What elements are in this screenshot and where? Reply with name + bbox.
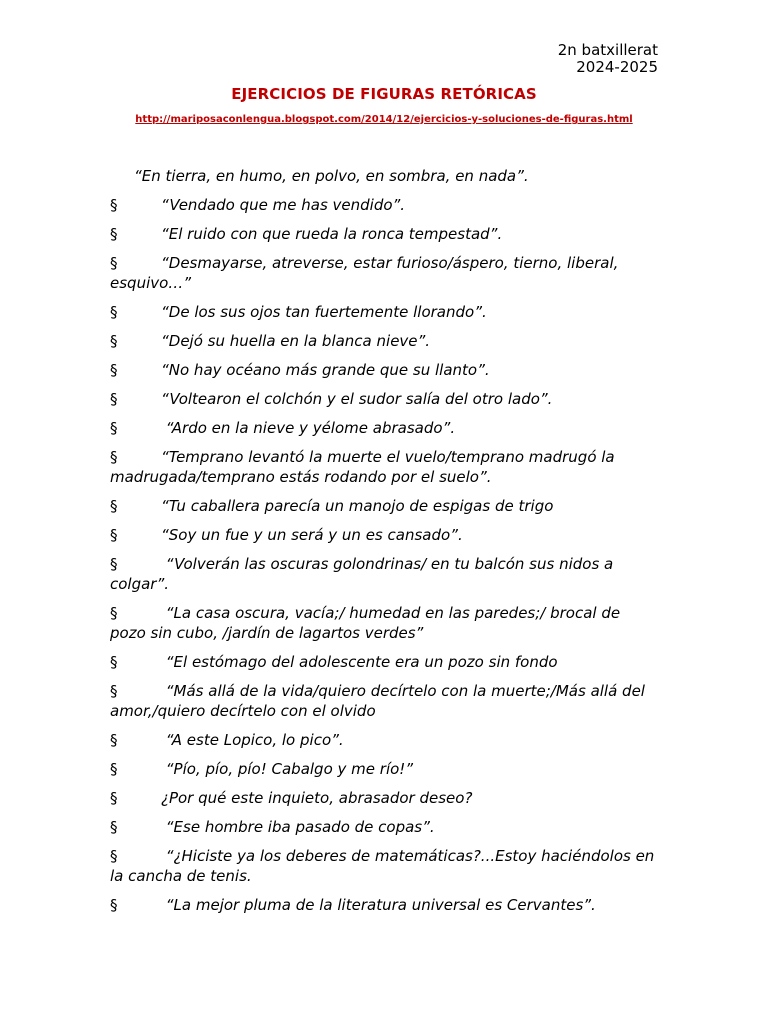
exercise-text: “Ardo en la nieve y yélome abrasado”. — [161, 419, 456, 437]
document-title: EJERCICIOS DE FIGURAS RETÓRICAS — [231, 85, 537, 103]
bullet-symbol: § — [110, 682, 118, 700]
bullet-symbol: § — [110, 254, 118, 272]
exercise-item — [110, 788, 658, 808]
exercise-text: “No hay océano más grande que su llanto”. — [161, 361, 490, 379]
bullet-symbol: § — [110, 361, 118, 379]
exercise-item — [110, 253, 658, 293]
exercise-text: “De los sus ojos tan fuertemente llorando”. — [161, 303, 487, 321]
exercise-text: “La mejor pluma de la literatura universal es Cervantes”. — [161, 896, 596, 914]
exercise-item — [110, 817, 658, 837]
exercise-text: “Desmayarse, atreverse, estar furioso/áspero, tierno, liberal, esquivo…” — [110, 254, 619, 292]
exercise-text: “Temprano levantó la muerte el vuelo/temprano madrugó la madrugada/temprano estás rodando por el suelo”. — [110, 448, 615, 486]
exercise-text: “Pío, pío, pío! Cabalgo y me río!” — [161, 760, 414, 778]
bullet-symbol: § — [110, 332, 118, 350]
exercise-text: “El estómago del adolescente era un pozo sin fondo — [161, 653, 558, 671]
exercise-item — [110, 554, 658, 594]
intro-quote: “En tierra, en humo, en polvo, en sombra, en nada”. — [134, 167, 529, 185]
bullet-symbol: § — [110, 760, 118, 778]
exercise-text: “Vendado que me has vendido”. — [161, 196, 406, 214]
bullet-symbol: § — [110, 303, 118, 321]
exercise-item — [110, 496, 658, 516]
exercise-item — [110, 895, 658, 915]
exercise-item — [110, 846, 658, 886]
exercise-item — [110, 360, 658, 380]
bullet-symbol: § — [110, 448, 118, 466]
exercise-item — [110, 525, 658, 545]
bullet-symbol: § — [110, 847, 118, 865]
exercise-item — [110, 681, 658, 721]
exercise-text: “El ruido con que rueda la ronca tempestad”. — [161, 225, 503, 243]
bullet-symbol: § — [110, 555, 118, 573]
bullet-symbol: § — [110, 225, 118, 243]
exercise-item — [110, 224, 658, 244]
exercise-item — [110, 389, 658, 409]
source-link[interactable]: http://mariposaconlengua.blogspot.com/2014/12/ejercicios-y-soluciones-de-figuras.html — [135, 114, 633, 125]
exercise-item — [110, 418, 658, 438]
bullet-symbol: § — [110, 419, 118, 437]
exercise-item — [110, 302, 658, 322]
exercise-text: ¿Por qué este inquieto, abrasador deseo? — [161, 789, 473, 807]
exercise-text: “Más allá de la vida/quiero decírtelo con la muerte;/Más allá del amor,/quiero decírtelo con el olvido — [110, 682, 645, 720]
exercise-item — [110, 331, 658, 351]
exercise-item — [110, 652, 658, 672]
exercise-item — [110, 447, 658, 487]
bullet-symbol: § — [110, 526, 118, 544]
bullet-symbol: § — [110, 390, 118, 408]
course-header — [558, 42, 658, 76]
exercise-item — [110, 730, 658, 750]
exercise-item — [110, 759, 658, 779]
bullet-symbol: § — [110, 196, 118, 214]
exercise-list — [110, 166, 658, 924]
bullet-symbol: § — [110, 497, 118, 515]
exercise-text: “Dejó su huella en la blanca nieve”. — [161, 332, 431, 350]
exercise-text: “A este Lopico, lo pico”. — [161, 731, 344, 749]
exercise-text: “Voltearon el colchón y el sudor salía del otro lado”. — [161, 390, 553, 408]
bullet-symbol: § — [110, 818, 118, 836]
exercise-text: “Soy un fue y un será y un es cansado”. — [161, 526, 463, 544]
exercise-text: “Ese hombre iba pasado de copas”. — [161, 818, 435, 836]
school-year: 2024-2025 — [576, 58, 658, 76]
bullet-symbol: § — [110, 653, 118, 671]
bullet-symbol: § — [110, 731, 118, 749]
exercise-item — [110, 195, 658, 215]
exercise-text: “Tu caballera parecía un manojo de espigas de trigo — [161, 497, 554, 515]
bullet-symbol: § — [110, 604, 118, 622]
exercise-text: “Volverán las oscuras golondrinas/ en tu balcón sus nidos a colgar”. — [110, 555, 614, 593]
bullet-symbol: § — [110, 896, 118, 914]
course-name: 2n batxillerat — [557, 41, 658, 59]
exercise-text: “¿Hiciste ya los deberes de matemáticas?...Estoy haciéndolos en la cancha de tenis. — [110, 847, 655, 885]
exercise-text: “La casa oscura, vacía;/ humedad en las paredes;/ brocal de pozo sin cubo, /jardín de lagartos verdes” — [110, 604, 621, 642]
exercise-item — [110, 603, 658, 643]
bullet-symbol: § — [110, 789, 118, 807]
